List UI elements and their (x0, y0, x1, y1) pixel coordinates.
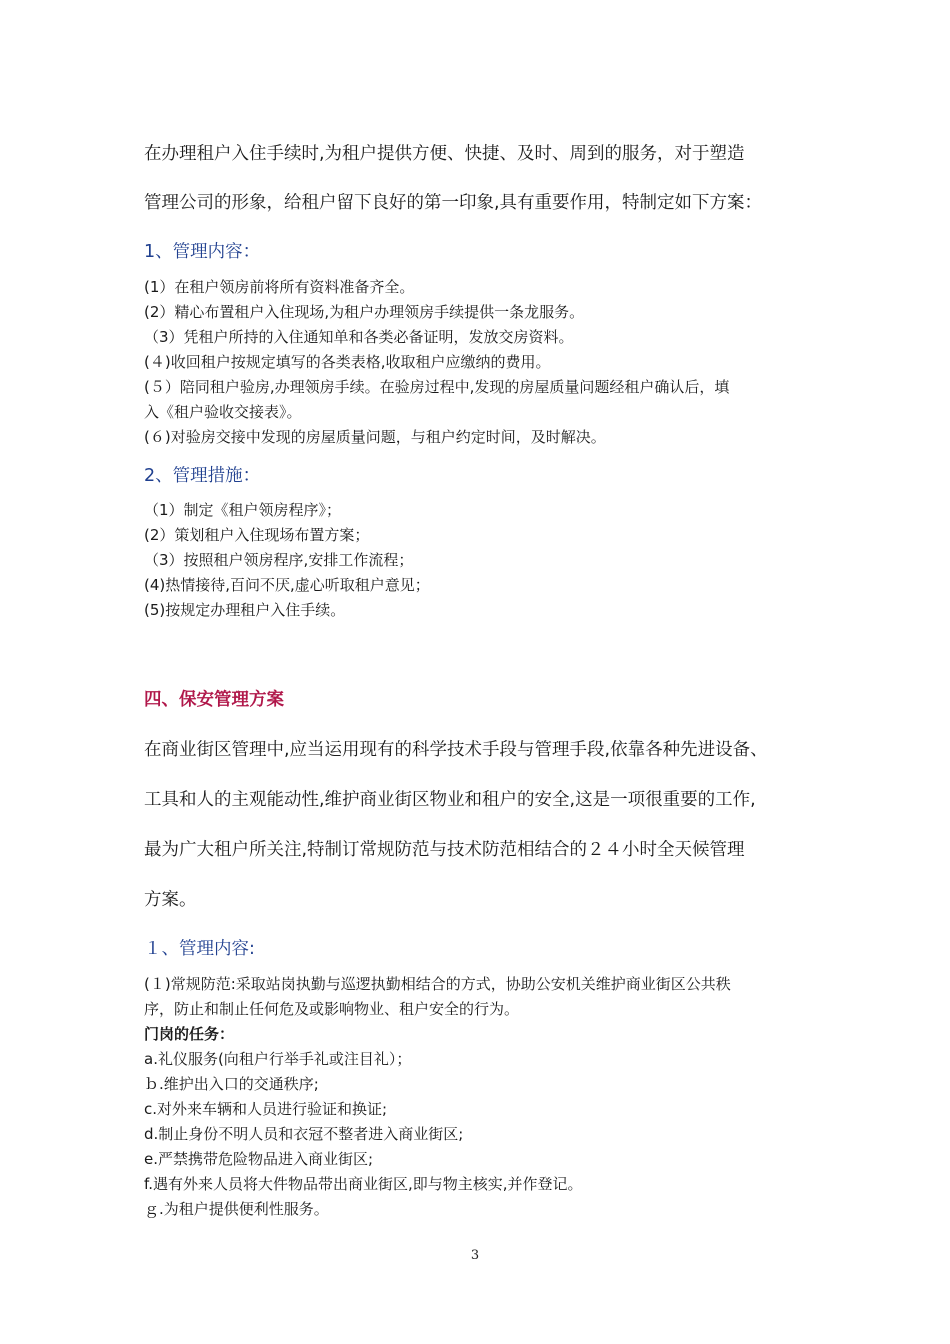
s1-item-5-cont: 入《租户验收交接表》。 (144, 403, 302, 421)
s2-item-3: （3）按照租户领房程序,安排工作流程； (144, 551, 414, 569)
s4-item-1-cont: 序，防止和制止任何危及或影响物业、租户安全的行为。 (144, 1000, 520, 1018)
duty-e: e.严禁携带危险物品进入商业街区; (144, 1150, 374, 1168)
section-1-heading: 1、管理内容： (144, 242, 261, 262)
duty-title: 门岗的任务： (144, 1025, 235, 1043)
intro-line-2: 管理公司的形象，给租户留下良好的第一印象,具有重要作用，特制定如下方案： (144, 193, 763, 213)
s1-item-3: （3）凭租户所持的入住通知单和各类必备证明，发放交房资料。 (144, 328, 574, 346)
s4-para-line-1: 在商业街区管理中,应当运用现有的科学技术手段与管理手段,依靠各种先进设备、 (144, 740, 768, 760)
s1-item-6: (６)对验房交接中发现的房屋质量问题，与租户约定时间，及时解决。 (144, 428, 606, 446)
s2-item-4: (4)热情接待,百问不厌,虚心听取租户意见； (144, 576, 430, 594)
s4-item-1: (１)常规防范:采取站岗执勤与巡逻执勤相结合的方式，协助公安机关维护商业街区公共秩 (144, 975, 731, 993)
duty-d: d.制止身份不明人员和衣冠不整者进入商业街区; (144, 1125, 464, 1143)
s2-item-2: (2）策划租户入住现场布置方案； (144, 526, 370, 544)
s4-para-line-3: 最为广大租户所关注,特制订常规防范与技术防范相结合的２４小时全天候管理 (144, 840, 745, 860)
duty-a: a.礼仪服务(向租户行举手礼或注目礼）； (144, 1050, 412, 1068)
s1-item-1: (1）在租户领房前将所有资料准备齐全。 (144, 278, 415, 296)
duty-b: ｂ.维护出入口的交通秩序; (144, 1075, 319, 1093)
section-2-heading: 2、管理措施： (144, 466, 261, 486)
duty-g: ｇ.为租户提供便利性服务。 (144, 1200, 329, 1218)
s1-item-5: (５）陪同租户验房,办理领房手续。在验房过程中,发现的房屋质量问题经租户确认后，填 (144, 378, 730, 396)
s2-item-1: （1）制定《租户领房程序》； (144, 501, 342, 519)
s4-para-line-4: 方案。 (144, 890, 197, 910)
s1-item-4: (４)收回租户按规定填写的各类表格,收取租户应缴纳的费用。 (144, 353, 551, 371)
duty-c: c.对外来车辆和人员进行验证和换证; (144, 1100, 388, 1118)
intro-line-1: 在办理租户入住手续时,为租户提供方便、快捷、及时、周到的服务，对于塑造 (144, 144, 745, 164)
page-number: 3 (470, 1248, 480, 1263)
duty-f: f.遇有外来人员将大件物品带出商业街区,即与物主核实,并作登记。 (144, 1175, 583, 1193)
s2-item-5: (5)按规定办理租户入住手续。 (144, 601, 346, 619)
s4-para-line-2: 工具和人的主观能动性,维护商业街区物业和租户的安全,这是一项很重要的工作, (144, 790, 756, 810)
s4-sub-heading: １、管理内容: (144, 939, 255, 959)
s1-item-2: (2）精心布置租户入住现场,为租户办理领房手续提供一条龙服务。 (144, 303, 585, 321)
section-4-heading: 四、保安管理方案 (144, 690, 284, 710)
